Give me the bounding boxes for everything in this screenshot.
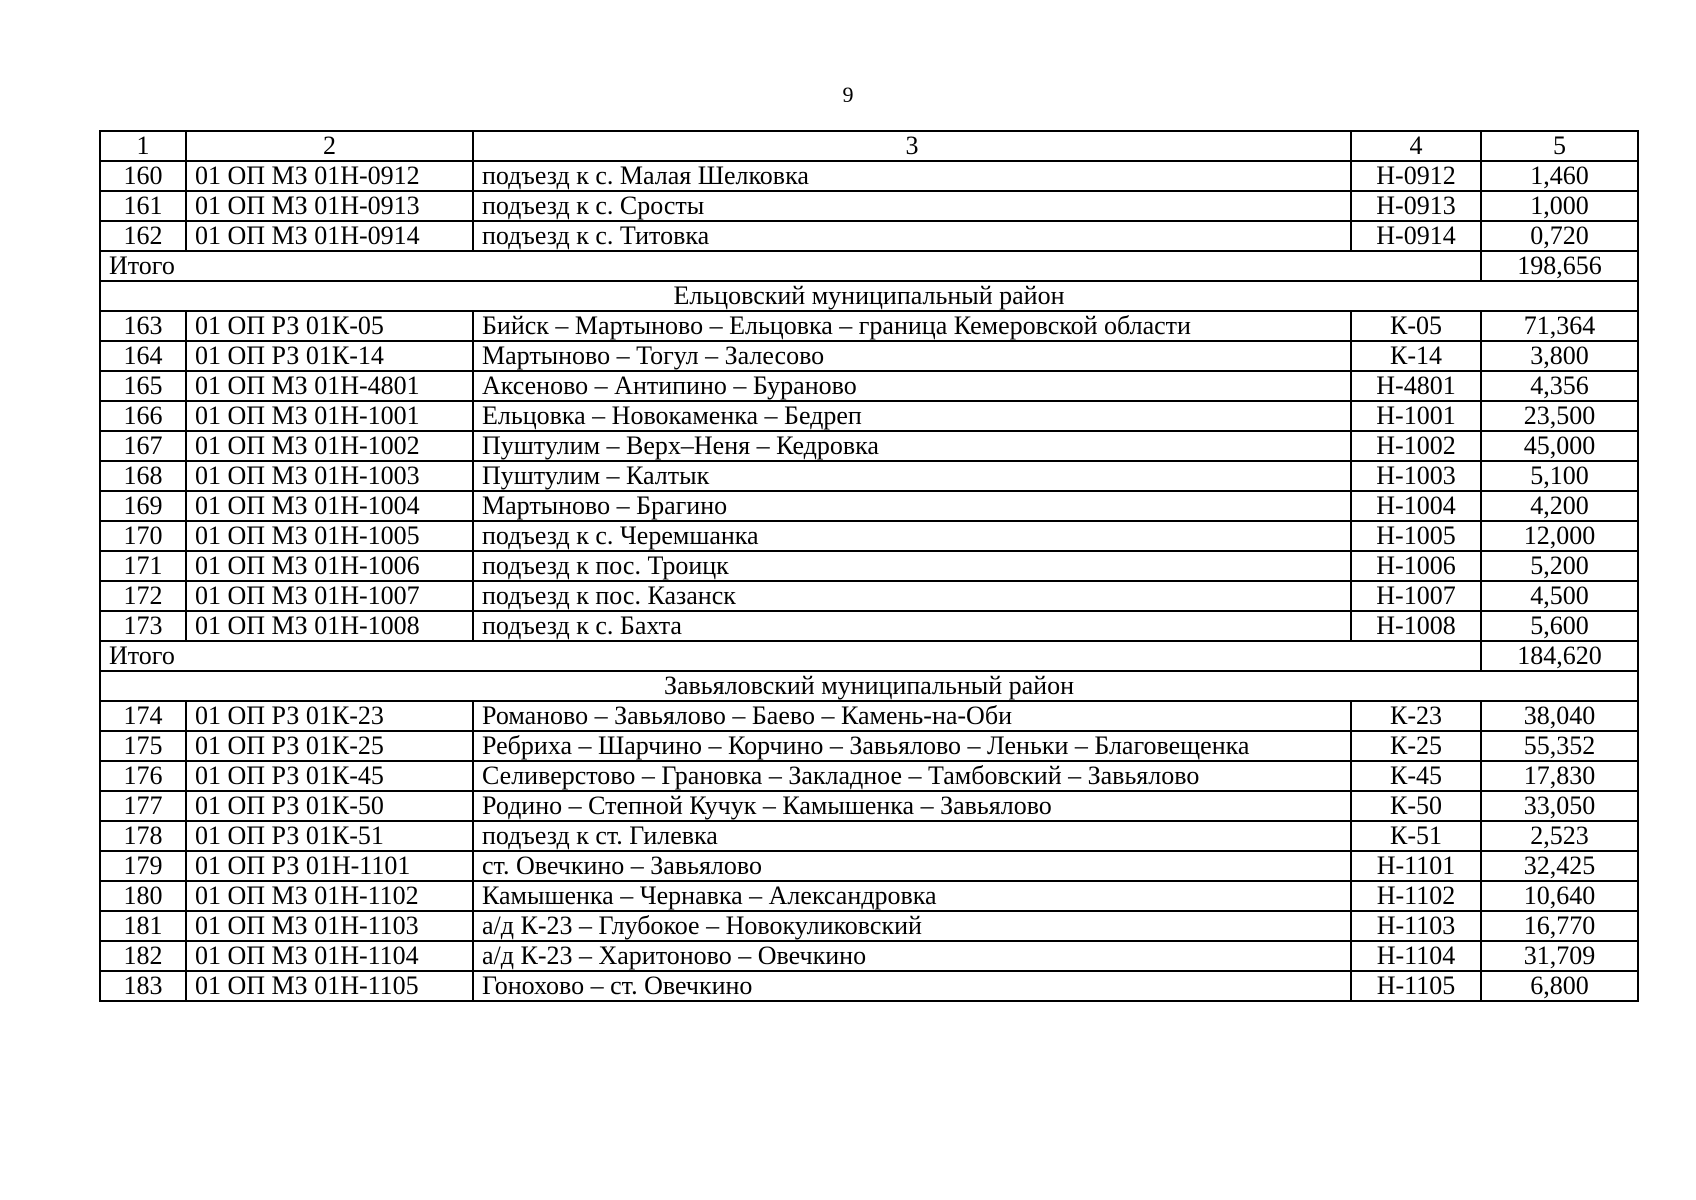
- road-length: 1,000: [1481, 191, 1638, 221]
- road-name: подъезд к с. Малая Шелковка: [473, 161, 1351, 191]
- section-title: Ельцовский муниципальный район: [100, 281, 1638, 311]
- road-length: 10,640: [1481, 881, 1638, 911]
- road-id: К-51: [1351, 821, 1481, 851]
- road-id: Н-1002: [1351, 431, 1481, 461]
- road-name: Аксеново – Антипино – Бураново: [473, 371, 1351, 401]
- road-name: подъезд к с. Сросты: [473, 191, 1351, 221]
- road-name: подъезд к пос. Троицк: [473, 551, 1351, 581]
- road-id: Н-0914: [1351, 221, 1481, 251]
- table-row: [100, 521, 1638, 551]
- road-length: 5,600: [1481, 611, 1638, 641]
- road-id: К-14: [1351, 341, 1481, 371]
- total-value: 198,656: [1481, 251, 1638, 281]
- road-length: 17,830: [1481, 761, 1638, 791]
- road-name: Ребриха – Шарчино – Корчино – Завьялово – Леньки – Благовещенка: [473, 731, 1351, 761]
- road-code: 01 ОП РЗ 01К-50: [186, 791, 473, 821]
- road-code: 01 ОП РЗ 01К-14: [186, 341, 473, 371]
- road-id: К-05: [1351, 311, 1481, 341]
- road-code: 01 ОП МЗ 01Н-1008: [186, 611, 473, 641]
- table-row: [100, 221, 1638, 251]
- table-row: [100, 191, 1638, 221]
- roads-table: [99, 130, 1639, 1002]
- road-id: Н-1102: [1351, 881, 1481, 911]
- road-name: Селиверстово – Грановка – Закладное – Тамбовский – Завьялово: [473, 761, 1351, 791]
- road-name: подъезд к пос. Казанск: [473, 581, 1351, 611]
- roads-table-body: [100, 131, 1638, 1001]
- road-code: 01 ОП МЗ 01Н-1102: [186, 881, 473, 911]
- road-length: 5,200: [1481, 551, 1638, 581]
- road-length: 0,720: [1481, 221, 1638, 251]
- road-name: Бийск – Мартыново – Ельцовка – граница Кемеровской области: [473, 311, 1351, 341]
- row-number: 180: [100, 881, 186, 911]
- table-row: [100, 611, 1638, 641]
- road-name: подъезд к с. Титовка: [473, 221, 1351, 251]
- table-row: [100, 911, 1638, 941]
- road-code: 01 ОП МЗ 01Н-1002: [186, 431, 473, 461]
- road-id: Н-1003: [1351, 461, 1481, 491]
- road-length: 1,460: [1481, 161, 1638, 191]
- row-number: 181: [100, 911, 186, 941]
- row-number: 172: [100, 581, 186, 611]
- row-number: 171: [100, 551, 186, 581]
- road-name: Камышенка – Чернавка – Александровка: [473, 881, 1351, 911]
- table-row: [100, 851, 1638, 881]
- road-id: Н-1005: [1351, 521, 1481, 551]
- road-code: 01 ОП МЗ 01Н-1004: [186, 491, 473, 521]
- road-id: Н-0913: [1351, 191, 1481, 221]
- road-code: 01 ОП РЗ 01К-25: [186, 731, 473, 761]
- road-id: Н-1006: [1351, 551, 1481, 581]
- header-cell: 5: [1481, 131, 1638, 161]
- header-row: [100, 131, 1638, 161]
- road-code: 01 ОП МЗ 01Н-0912: [186, 161, 473, 191]
- road-id: Н-1105: [1351, 971, 1481, 1001]
- section-row: [100, 671, 1638, 701]
- road-code: 01 ОП МЗ 01Н-1006: [186, 551, 473, 581]
- table-row: [100, 161, 1638, 191]
- header-cell: 4: [1351, 131, 1481, 161]
- road-name: а/д К-23 – Харитоново – Овечкино: [473, 941, 1351, 971]
- row-number: 176: [100, 761, 186, 791]
- row-number: 182: [100, 941, 186, 971]
- road-name: подъезд к с. Бахта: [473, 611, 1351, 641]
- row-number: 177: [100, 791, 186, 821]
- road-id: Н-4801: [1351, 371, 1481, 401]
- table-row: [100, 401, 1638, 431]
- header-cell: 1: [100, 131, 186, 161]
- row-number: 173: [100, 611, 186, 641]
- road-code: 01 ОП РЗ 01К-05: [186, 311, 473, 341]
- row-number: 164: [100, 341, 186, 371]
- road-id: К-50: [1351, 791, 1481, 821]
- road-name: Пуштулим – Калтык: [473, 461, 1351, 491]
- road-id: Н-1007: [1351, 581, 1481, 611]
- road-code: 01 ОП МЗ 01Н-1003: [186, 461, 473, 491]
- road-name: подъезд к ст. Гилевка: [473, 821, 1351, 851]
- road-id: Н-1004: [1351, 491, 1481, 521]
- road-code: 01 ОП МЗ 01Н-0914: [186, 221, 473, 251]
- table-row: [100, 311, 1638, 341]
- road-code: 01 ОП РЗ 01Н-1101: [186, 851, 473, 881]
- row-number: 166: [100, 401, 186, 431]
- table-row: [100, 791, 1638, 821]
- road-code: 01 ОП МЗ 01Н-1104: [186, 941, 473, 971]
- road-code: 01 ОП РЗ 01К-45: [186, 761, 473, 791]
- road-id: Н-1008: [1351, 611, 1481, 641]
- road-code: 01 ОП РЗ 01К-51: [186, 821, 473, 851]
- road-id: К-25: [1351, 731, 1481, 761]
- road-length: 16,770: [1481, 911, 1638, 941]
- road-length: 32,425: [1481, 851, 1638, 881]
- section-row: [100, 281, 1638, 311]
- row-number: 162: [100, 221, 186, 251]
- total-label: Итого: [100, 251, 1481, 281]
- road-id: Н-1104: [1351, 941, 1481, 971]
- road-id: Н-1103: [1351, 911, 1481, 941]
- table-row: [100, 431, 1638, 461]
- page-number: 9: [842, 82, 854, 107]
- road-name: Романово – Завьялово – Баево – Камень-на-Оби: [473, 701, 1351, 731]
- row-number: 179: [100, 851, 186, 881]
- road-id: К-45: [1351, 761, 1481, 791]
- row-number: 168: [100, 461, 186, 491]
- row-number: 174: [100, 701, 186, 731]
- road-length: 45,000: [1481, 431, 1638, 461]
- table-row: [100, 371, 1638, 401]
- row-number: 169: [100, 491, 186, 521]
- road-id: Н-1001: [1351, 401, 1481, 431]
- road-name: подъезд к с. Черемшанка: [473, 521, 1351, 551]
- road-length: 38,040: [1481, 701, 1638, 731]
- road-id: К-23: [1351, 701, 1481, 731]
- road-code: 01 ОП МЗ 01Н-1007: [186, 581, 473, 611]
- table-row: [100, 731, 1638, 761]
- table-row: [100, 581, 1638, 611]
- road-name: а/д К-23 – Глубокое – Новокуликовский: [473, 911, 1351, 941]
- road-name: Гонохово – ст. Овечкино: [473, 971, 1351, 1001]
- row-number: 160: [100, 161, 186, 191]
- table-row: [100, 821, 1638, 851]
- total-label: Итого: [100, 641, 1481, 671]
- road-length: 4,356: [1481, 371, 1638, 401]
- road-name: ст. Овечкино – Завьялово: [473, 851, 1351, 881]
- road-length: 3,800: [1481, 341, 1638, 371]
- road-length: 4,200: [1481, 491, 1638, 521]
- road-name: Пуштулим – Верх–Неня – Кедровка: [473, 431, 1351, 461]
- road-length: 55,352: [1481, 731, 1638, 761]
- road-name: Мартыново – Тогул – Залесово: [473, 341, 1351, 371]
- total-value: 184,620: [1481, 641, 1638, 671]
- total-row: [100, 641, 1638, 671]
- section-title: Завьяловский муниципальный район: [100, 671, 1638, 701]
- road-code: 01 ОП МЗ 01Н-1105: [186, 971, 473, 1001]
- row-number: 175: [100, 731, 186, 761]
- row-number: 165: [100, 371, 186, 401]
- road-name: Ельцовка – Новокаменка – Бедреп: [473, 401, 1351, 431]
- road-name: Мартыново – Брагино: [473, 491, 1351, 521]
- row-number: 161: [100, 191, 186, 221]
- road-length: 5,100: [1481, 461, 1638, 491]
- road-id: Н-1101: [1351, 851, 1481, 881]
- road-name: Родино – Степной Кучук – Камышенка – Завьялово: [473, 791, 1351, 821]
- row-number: 167: [100, 431, 186, 461]
- table-row: [100, 341, 1638, 371]
- table-row: [100, 761, 1638, 791]
- road-length: 12,000: [1481, 521, 1638, 551]
- road-code: 01 ОП РЗ 01К-23: [186, 701, 473, 731]
- row-number: 178: [100, 821, 186, 851]
- road-length: 71,364: [1481, 311, 1638, 341]
- road-code: 01 ОП МЗ 01Н-0913: [186, 191, 473, 221]
- road-length: 33,050: [1481, 791, 1638, 821]
- row-number: 170: [100, 521, 186, 551]
- road-length: 23,500: [1481, 401, 1638, 431]
- road-code: 01 ОП МЗ 01Н-4801: [186, 371, 473, 401]
- table-row: [100, 941, 1638, 971]
- road-code: 01 ОП МЗ 01Н-1001: [186, 401, 473, 431]
- row-number: 163: [100, 311, 186, 341]
- table-row: [100, 491, 1638, 521]
- header-cell: 3: [473, 131, 1351, 161]
- road-code: 01 ОП МЗ 01Н-1103: [186, 911, 473, 941]
- table-row: [100, 701, 1638, 731]
- road-length: 31,709: [1481, 941, 1638, 971]
- road-id: Н-0912: [1351, 161, 1481, 191]
- row-number: 183: [100, 971, 186, 1001]
- road-length: 6,800: [1481, 971, 1638, 1001]
- table-row: [100, 551, 1638, 581]
- table-row: [100, 461, 1638, 491]
- header-cell: 2: [186, 131, 473, 161]
- road-length: 4,500: [1481, 581, 1638, 611]
- total-row: [100, 251, 1638, 281]
- road-length: 2,523: [1481, 821, 1638, 851]
- road-code: 01 ОП МЗ 01Н-1005: [186, 521, 473, 551]
- table-row: [100, 971, 1638, 1001]
- table-row: [100, 881, 1638, 911]
